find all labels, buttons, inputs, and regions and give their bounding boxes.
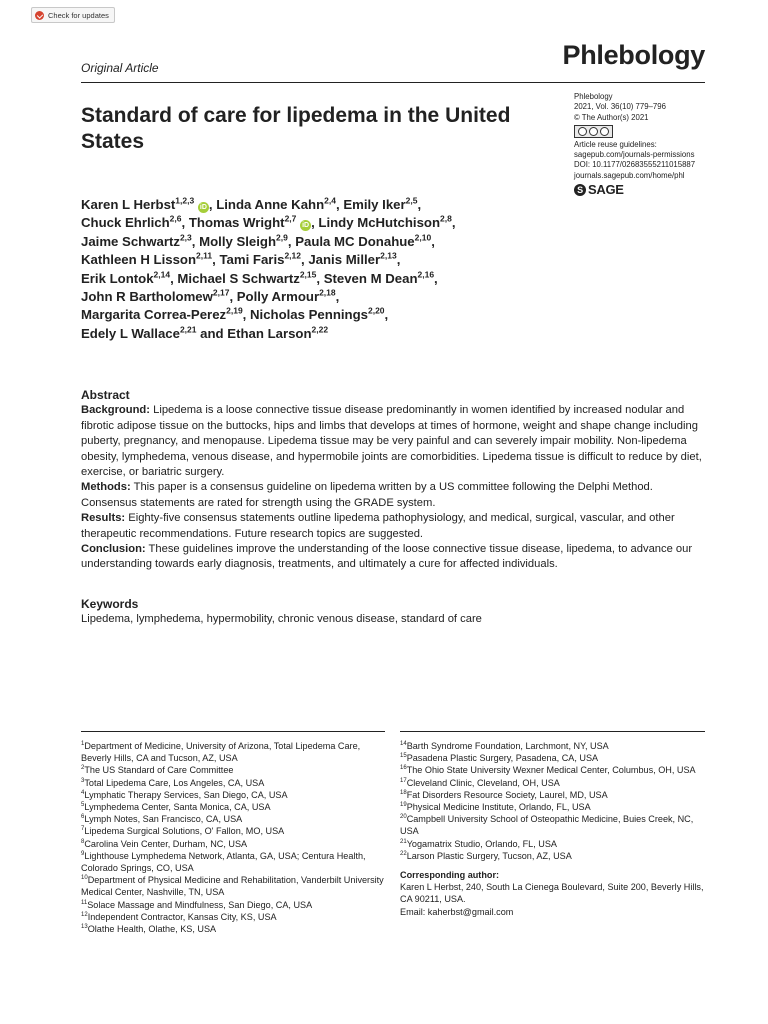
author-name: Linda Anne Kahn xyxy=(216,197,325,212)
author xyxy=(343,197,417,212)
author xyxy=(189,215,297,230)
keywords-heading: Keywords xyxy=(81,597,139,611)
footnote-divider-right xyxy=(400,731,705,732)
abstract-results xyxy=(81,511,705,542)
author-list: Karen L Herbst$^{1,2,3}$ iD , Linda Anne Kahn$^{2,4}$, Emily Iker$^{2,5}$, Chuck Ehrlich$^{2,6}$, Thomas Wright$^{2,7}$ iD , Lindy McHutchison$^{2,8}$, Jaime Schwartz$^{2,3}$, Molly Sleigh$^{2,9}$, Paula MC Donahue$^{2,10}$, Kathleen H Lisson$^{2,11}$, Tami Faris$^{2,12}$, Janis Miller$^{2,13}$, Erik Lontok$^{2,14}$, Michael S Schwartz$^{2,15}$, Steven M Dean$^{2,16}$, John R Bartholomew$^{2,17}$, Polly Armour$^{2,18}$, Margarita Correa-Perez$^{2,19}$, Nicholas Pennings$^{2,20}$, Edely L Wallace$^{2,21}$ and Ethan Larson$^{2,22}$ xyxy=(81,195,456,341)
affiliation xyxy=(400,764,705,776)
affiliation-text: Lymphatic Therapy Services, San Diego, CA, USA xyxy=(84,789,288,800)
affiliation-number: 9 xyxy=(81,850,85,857)
affiliation xyxy=(400,801,705,813)
abstract-heading: Abstract xyxy=(81,388,130,402)
affiliation-text: Physical Medicine Institute, Orlando, FL, USA xyxy=(406,802,591,813)
author-name: Jaime Schwartz xyxy=(81,233,180,249)
affiliation xyxy=(81,813,386,825)
publisher-name: SAGE xyxy=(588,182,624,198)
author xyxy=(216,197,336,212)
affiliation-text: Campbell University School of Osteopathic Medicine, Buies Creek, NC, USA xyxy=(400,814,694,837)
meta-doi[interactable]: DOI: 10.1177/02683555211015887 xyxy=(574,160,696,170)
affiliation-number: 1 xyxy=(81,740,85,747)
author xyxy=(308,252,396,267)
affiliation-text: Carolina Vein Center, Durham, NC, USA xyxy=(84,838,248,849)
affiliation-text: Department of Medicine, University of Arizona, Total Lipedema Care, Beverly Hills, CA and Tucson, AZ, USA xyxy=(81,741,361,764)
affiliation xyxy=(400,740,705,752)
author xyxy=(250,307,385,322)
sage-logo xyxy=(574,184,724,196)
author xyxy=(81,289,229,304)
affiliation xyxy=(81,801,386,813)
affiliation xyxy=(81,764,386,776)
affiliation-number: 21 xyxy=(400,838,407,845)
meta-journal-link[interactable]: journals.sagepub.com/home/phl xyxy=(574,170,685,180)
affiliation-text: Lipedema Surgical Solutions, O' Fallon, MO, USA xyxy=(84,826,285,837)
affiliation-text: Department of Physical Medicine and Rehabilitation, Vanderbilt University Medical Center, Nashville, TN, USA xyxy=(81,875,384,898)
sage-s-icon: S xyxy=(574,184,586,196)
meta-journal: Phlebology xyxy=(574,92,613,101)
affiliation-number: 22 xyxy=(400,850,407,857)
affiliation-number: 16 xyxy=(400,765,407,772)
author-affiliation-marks: 1,2,3 xyxy=(175,195,195,206)
correspondence-email[interactable]: Email: kaherbst@gmail.com xyxy=(400,906,514,917)
affiliation-text: The US Standard of Care Committee xyxy=(84,765,234,776)
author-name: Erik Lontok xyxy=(81,270,154,286)
abstract xyxy=(81,388,705,573)
affiliations-left xyxy=(81,740,386,935)
affiliation-number: 7 xyxy=(81,826,85,833)
author-affiliation-marks: 2,18 xyxy=(319,287,336,298)
author-affiliation-marks: 2,3 xyxy=(179,232,192,243)
affiliation xyxy=(81,838,386,850)
author-name: Thomas Wright xyxy=(188,215,285,231)
affiliation xyxy=(81,899,386,911)
author-name: Margarita Correa-Perez xyxy=(81,307,227,323)
affiliation-number: 13 xyxy=(81,924,88,931)
affiliation-text: Lighthouse Lymphedema Network, Atlanta, GA, USA; Centura Health, Colorado Springs, CO, USA xyxy=(81,850,366,874)
affiliation-text: Olathe Health, Olathe, KS, USA xyxy=(87,924,217,935)
affiliation xyxy=(400,850,705,862)
affiliation-number: 18 xyxy=(400,789,407,796)
conclusion-text: These guidelines improve the understanding of the loose connective tissue disease, lipedema, to advance our understanding towards early diagnosis, treatments, and ultimately a cure for affected individuals. xyxy=(81,543,693,571)
affiliation-text: Lymph Notes, San Francisco, CA, USA xyxy=(84,814,243,825)
check-icon xyxy=(35,11,44,20)
author-affiliation-marks: 2,6 xyxy=(169,214,182,225)
correspondence-address: Karen L Herbst, 240, South La Cienega Boulevard, Suite 200, Beverly Hills, CA 90211, USA. xyxy=(400,882,704,905)
author-name: Polly Armour xyxy=(236,289,320,305)
affiliation-text: Fat Disorders Resource Society, Laurel, MD, USA xyxy=(406,789,608,800)
affiliation-text: Yogamatrix Studio, Orlando, FL, USA xyxy=(406,838,557,849)
affiliation xyxy=(400,777,705,789)
affiliation xyxy=(400,789,705,801)
affiliation-number: 2 xyxy=(81,765,85,772)
author xyxy=(81,326,197,341)
affiliation-text: Total Lipedema Care, Los Angeles, CA, USA xyxy=(84,777,265,788)
author xyxy=(237,289,336,304)
article-title: Standard of care for lipedema in the United States xyxy=(81,104,511,153)
affiliation-text: Larson Plastic Surgery, Tucson, AZ, USA xyxy=(406,850,572,861)
affiliation-number: 11 xyxy=(81,899,88,906)
author-name: Karen L Herbst xyxy=(81,197,176,212)
keywords xyxy=(81,597,705,628)
methods-label: Methods: xyxy=(81,481,131,494)
author-affiliation-marks: 2,17 xyxy=(212,287,230,298)
results-label: Results: xyxy=(81,512,126,525)
affiliation-number: 6 xyxy=(81,814,85,821)
author xyxy=(318,215,451,230)
affiliation xyxy=(81,789,386,801)
author-affiliation-marks: 2,12 xyxy=(284,250,301,261)
affiliation-number: 17 xyxy=(400,777,407,784)
author-name: Emily Iker xyxy=(343,197,406,212)
affiliation-text: Cleveland Clinic, Cleveland, OH, USA xyxy=(406,777,560,788)
affiliation xyxy=(81,740,386,764)
author xyxy=(219,252,301,267)
author-name: Chuck Ehrlich xyxy=(81,215,170,231)
author xyxy=(81,252,212,267)
affiliation-text: Lymphedema Center, Santa Monica, CA, USA xyxy=(84,802,271,813)
affiliation xyxy=(81,874,386,898)
author-name: Ethan Larson xyxy=(227,325,312,341)
author xyxy=(81,271,170,286)
affiliation-text: Pasadena Plastic Surgery, Pasadena, CA, USA xyxy=(406,753,599,764)
affiliations-right xyxy=(400,740,705,862)
author-affiliation-marks: 2,20 xyxy=(367,306,385,317)
abstract-methods xyxy=(81,480,705,511)
affiliation-text: Solace Massage and Mindfulness, San Diego, CA, USA xyxy=(87,899,313,910)
affiliation-number: 4 xyxy=(81,789,85,796)
background-label: Background: xyxy=(81,404,150,417)
author xyxy=(177,271,316,286)
check-for-updates-label: Check for updates xyxy=(48,10,109,20)
affiliation xyxy=(81,777,386,789)
author-name: Molly Sleigh xyxy=(199,233,277,249)
creative-commons-icon[interactable] xyxy=(574,125,613,138)
article-metadata xyxy=(574,92,724,196)
affiliation-number: 8 xyxy=(81,838,85,845)
affiliation-number: 14 xyxy=(400,740,407,747)
author-name: John R Bartholomew xyxy=(81,289,213,305)
author-affiliation-marks: 2,19 xyxy=(226,306,243,317)
affiliations-right-column xyxy=(400,740,705,918)
affiliation-number: 10 xyxy=(81,875,88,882)
author xyxy=(227,326,328,341)
affiliation-number: 19 xyxy=(400,801,407,808)
author xyxy=(81,234,192,249)
meta-reuse-label: Article reuse guidelines: xyxy=(574,139,657,149)
author xyxy=(199,234,288,249)
author-affiliation-marks: 2,15 xyxy=(299,269,317,280)
affiliation-text: Barth Syndrome Foundation, Larchmont, NY, USA xyxy=(406,741,609,751)
author-name: Edely L Wallace xyxy=(81,325,180,341)
author-affiliation-marks: 2,16 xyxy=(417,269,435,280)
affiliation-number: 12 xyxy=(81,911,88,918)
background-text: Lipedema is a loose connective tissue disease predominantly in women identified by increased nodular and fibrotic adipose tissue on the buttocks, hips and limbs that develops at times of hormone, weight and shape change including puberty, pregnancy, and menopause. Lipedema tissue may be very painful and can severely impair mobility. Non-lipedema obesity, lymphedema, venous disease, and hypermobile joints are comorbidities. Lipedema tissue is difficult to reduce by diet, exercise, or bariatric surgery. xyxy=(81,404,702,479)
affiliation-number: 5 xyxy=(81,801,85,808)
orcid-icon[interactable]: iD xyxy=(302,222,310,230)
author-affiliation-marks: 2,9 xyxy=(276,232,288,243)
affiliation xyxy=(400,838,705,850)
meta-volume: 2021, Vol. 36(10) 779–796 xyxy=(574,102,666,112)
conclusion-label: Conclusion: xyxy=(81,543,146,556)
affiliation-number: 3 xyxy=(81,777,85,784)
affiliation xyxy=(81,825,386,837)
author-affiliation-marks: 2,22 xyxy=(311,324,329,335)
results-text: Eighty-five consensus statements outline lipedema pathophysiology, and medical, surgical, vascular, and other therapeutic recommendations. Future research topics are suggested. xyxy=(81,512,675,540)
author-name: Janis Miller xyxy=(308,252,381,268)
author xyxy=(81,197,194,212)
affiliation xyxy=(400,813,705,837)
affiliation-text: Independent Contractor, Kansas City, KS, USA xyxy=(87,911,277,922)
correspondence-heading: Corresponding author: xyxy=(400,870,500,881)
affiliation xyxy=(81,850,386,874)
affiliation xyxy=(400,752,705,764)
abstract-conclusion xyxy=(81,542,705,573)
meta-reuse-link[interactable]: sagepub.com/journals-permissions xyxy=(574,150,695,160)
author-name: Michael S Schwartz xyxy=(177,270,300,286)
abstract-background xyxy=(81,403,705,480)
author-affiliation-marks: 2,21 xyxy=(179,324,197,335)
author-affiliation-marks: 2,5 xyxy=(405,195,418,206)
methods-text: This paper is a consensus guideline on lipedema written by a US committee following the Delphi Method. Consensus statements are rated for strength using the GRADE system. xyxy=(81,481,653,509)
author xyxy=(81,307,243,322)
author-affiliation-marks: 2,11 xyxy=(196,250,213,261)
author xyxy=(324,271,434,286)
author-name: Steven M Dean xyxy=(323,270,418,286)
author xyxy=(295,234,431,249)
author xyxy=(81,215,182,230)
article-type: Original Article xyxy=(81,61,159,75)
meta-copyright: © The Author(s) 2021 xyxy=(574,112,649,122)
author-affiliation-marks: 2,14 xyxy=(153,269,171,280)
journal-name: Phlebology xyxy=(562,40,705,70)
author-name: Lindy McHutchison xyxy=(318,215,441,231)
author-affiliation-marks: 2,4 xyxy=(324,195,336,206)
affiliation-number: 15 xyxy=(400,753,407,760)
keywords-text: Lipedema, lymphedema, hypermobility, chronic venous disease, standard of care xyxy=(81,613,482,626)
author-name: Kathleen H Lisson xyxy=(81,252,197,268)
affiliation xyxy=(81,911,386,923)
author-affiliation-marks: 2,8 xyxy=(440,214,452,225)
footnote-divider-left xyxy=(81,731,385,732)
affiliation-number: 20 xyxy=(400,814,407,821)
author-name: Paula MC Donahue xyxy=(295,233,415,249)
author-name: Nicholas Pennings xyxy=(250,307,368,323)
author-affiliation-marks: 2,10 xyxy=(414,232,432,243)
header-divider xyxy=(81,82,705,83)
affiliation-text: The Ohio State University Wexner Medical Center, Columbus, OH, USA xyxy=(406,765,696,776)
orcid-icon[interactable]: iD xyxy=(199,204,207,211)
check-for-updates-button[interactable] xyxy=(31,7,115,23)
affiliation xyxy=(81,923,386,935)
author-name: Tami Faris xyxy=(219,252,285,268)
author-affiliation-marks: 2,7 xyxy=(284,214,297,225)
author-affiliation-marks: 2,13 xyxy=(380,250,397,261)
